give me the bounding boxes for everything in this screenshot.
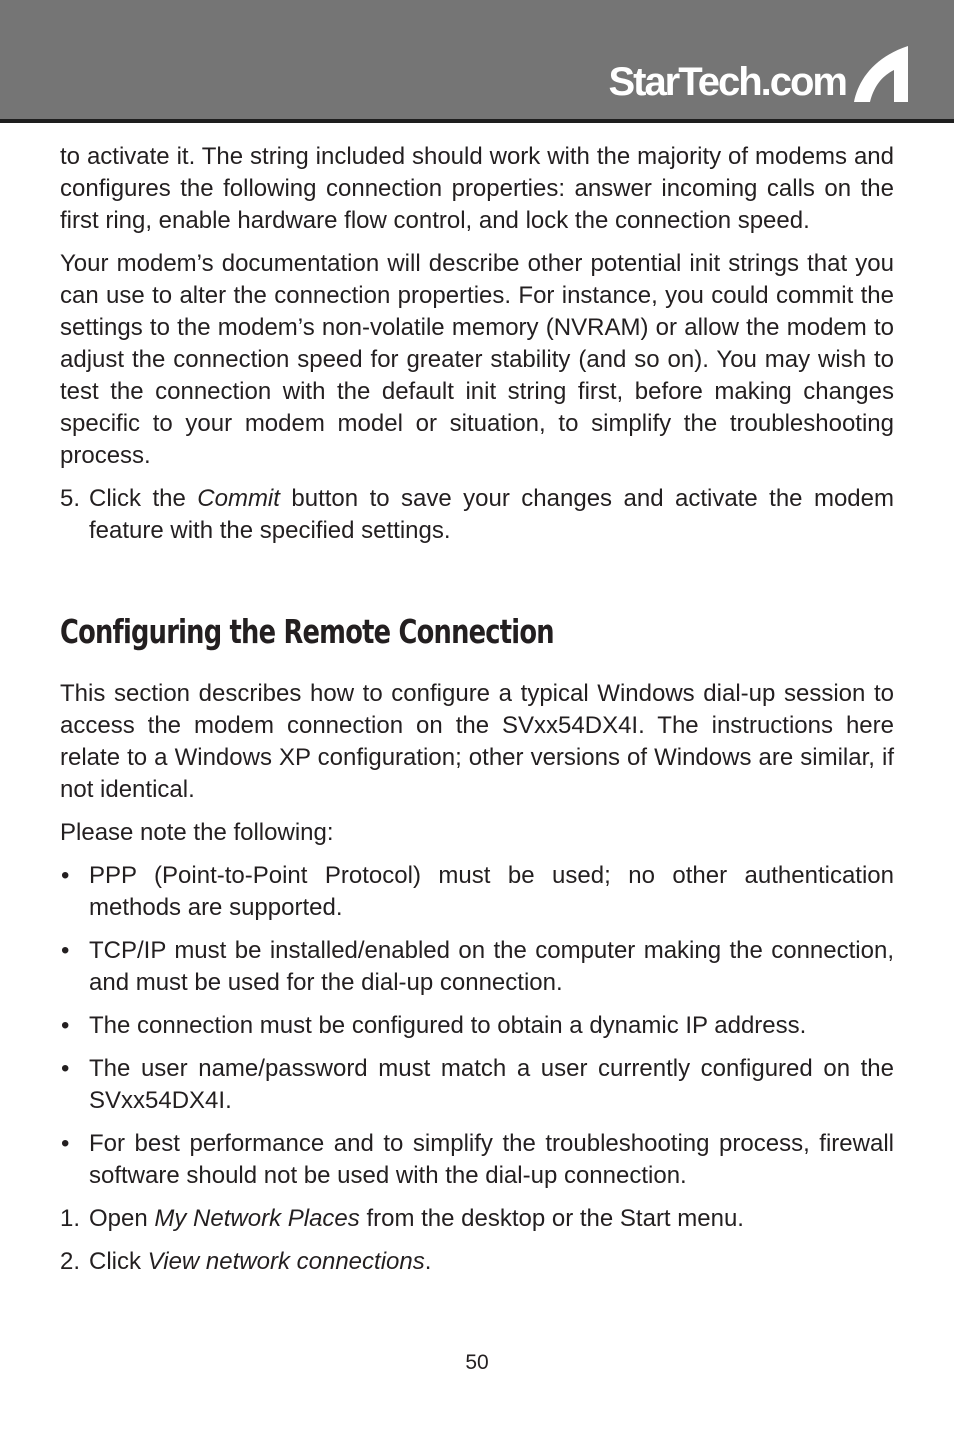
- paragraph-init-string: to activate it. The string included should work with the majority of modems and configures the following connection properties: answer incoming calls on the first ring, enable hardware flow control, and lock the connection speed.: [60, 143, 894, 234]
- step-text: Click the: [89, 485, 198, 512]
- paragraph-modem-documentation: Your modem’s documentation will describe other potential init strings that you can use to alter the connection properties. For instance, you could commit the settings to the modem’s non-volatile memory (NVRAM) or allow the modem to adjust the connection speed for greater stability (and so on). You may wish to test the connection with the default init string first, before making changes specific to your modem model or situation, to simplify the troubleshooting process.: [60, 250, 894, 469]
- list-item: [60, 1053, 894, 1117]
- step-number: 1.: [60, 1205, 81, 1232]
- bullet-text: PPP (Point-to-Point Protocol) must be used; no other authentication methods are supported.: [89, 862, 894, 921]
- bullet-text: The user name/password must match a user currently configured on the SVxx54DX4I.: [89, 1055, 894, 1114]
- step-emphasis: My Network Places: [154, 1205, 360, 1232]
- step-emphasis: Commit: [197, 485, 280, 512]
- startech-logo: [608, 44, 910, 104]
- bullet-marker: •: [61, 1012, 70, 1039]
- bullet-marker: •: [61, 937, 70, 964]
- bullet-marker: •: [61, 1130, 70, 1157]
- paragraph-note-intro: Please note the following:: [60, 819, 334, 846]
- page-header: [0, 0, 954, 123]
- bullet-text: TCP/IP must be installed/enabled on the computer making the connection, and must be used for the dial-up connection.: [89, 937, 894, 996]
- paragraph-section-intro: This section describes how to configure a typical Windows dial-up session to access the modem connection on the SVxx54DX4I. The instructions here relate to a Windows XP configuration; other versions of Windows are similar, if not identical.: [60, 680, 894, 803]
- step-emphasis: View network connections: [147, 1248, 425, 1275]
- brand-name: StarTech.com: [608, 60, 846, 104]
- list-item: [60, 935, 894, 999]
- step-2: [60, 1246, 894, 1278]
- step-text-rest: button to save your changes and activate the modem feature with the specified settings.: [89, 485, 894, 544]
- page-number: 50: [465, 1351, 489, 1374]
- list-item: [60, 1128, 894, 1192]
- step-1: [60, 1203, 894, 1235]
- step-text: Click: [89, 1248, 148, 1275]
- step-5: [60, 483, 894, 547]
- list-item: [60, 860, 894, 924]
- bullet-marker: •: [61, 862, 70, 889]
- section-heading: Configuring the Remote Connection: [60, 612, 554, 651]
- step-text-rest: .: [424, 1248, 432, 1275]
- bullet-text: The connection must be configured to obtain a dynamic IP address.: [89, 1012, 807, 1039]
- step-number: 2.: [60, 1248, 81, 1275]
- step-text-rest: from the desktop or the Start menu.: [359, 1205, 744, 1232]
- bullet-text: For best performance and to simplify the troubleshooting process, firewall software should not be used with the dial-up connection.: [89, 1130, 894, 1189]
- startech-wave-icon: [848, 44, 910, 104]
- list-item: [60, 1010, 894, 1042]
- page-content: [60, 141, 894, 1278]
- step-number: 5.: [60, 485, 81, 512]
- bullet-marker: •: [61, 1055, 70, 1082]
- step-text: Open: [89, 1205, 155, 1232]
